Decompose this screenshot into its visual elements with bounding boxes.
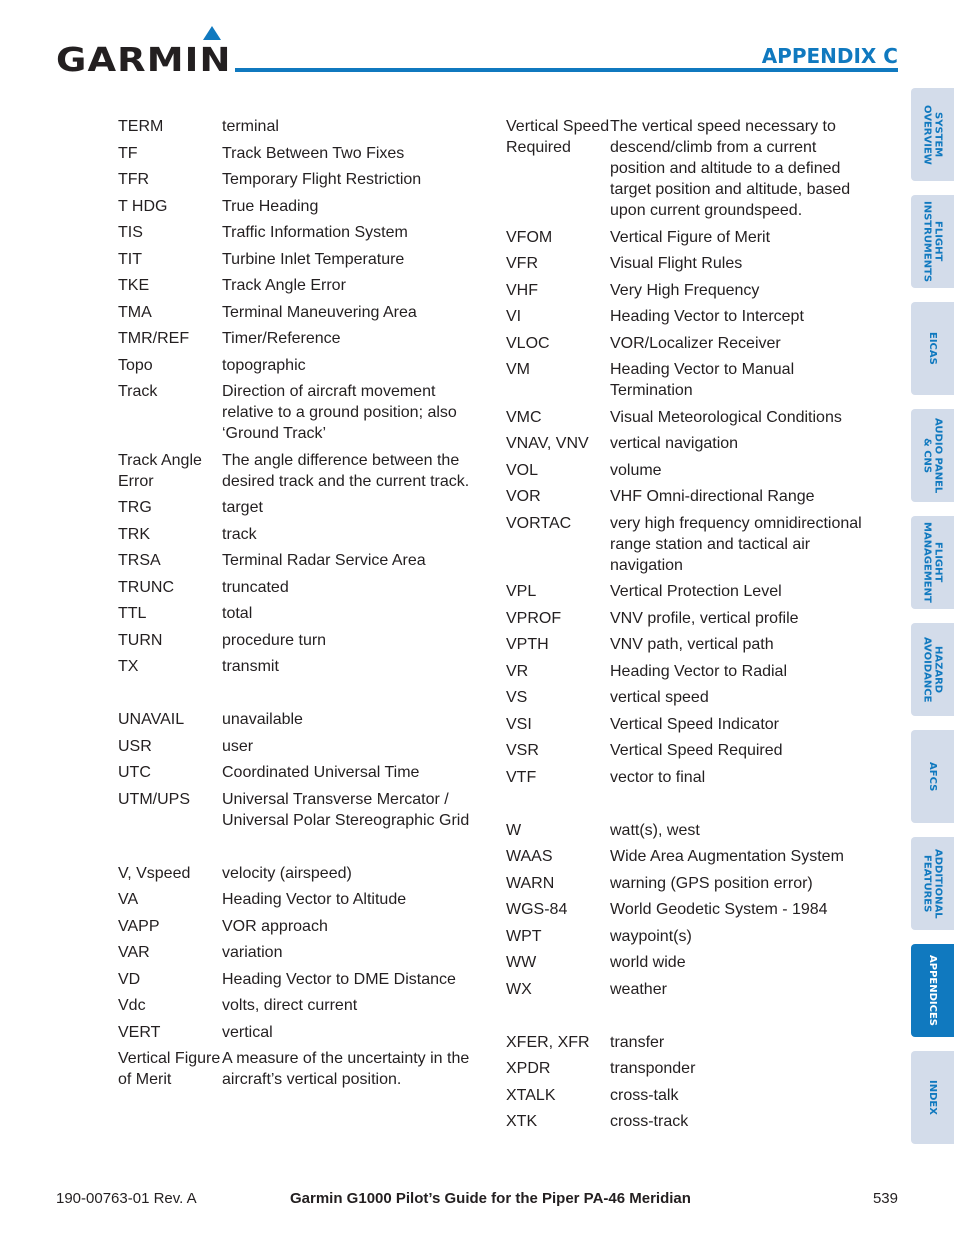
- glossary-entry: [118, 550, 478, 571]
- glossary-entry: [506, 306, 866, 327]
- glossary-abbreviation: TERM: [118, 118, 164, 135]
- section-gap: [118, 683, 478, 710]
- glossary-abbreviation: VS: [506, 689, 528, 706]
- glossary-definition: Visual Flight Rules: [610, 255, 743, 272]
- glossary-abbreviation: VPL: [506, 583, 537, 600]
- glossary-entry: [506, 333, 866, 354]
- glossary-definition: Track Angle Error: [222, 277, 346, 294]
- glossary-entry: [118, 497, 478, 518]
- glossary-entry: [118, 116, 478, 137]
- section-tab-label: FLIGHT INSTRUMENTS: [921, 200, 944, 283]
- glossary-definition: vertical navigation: [610, 435, 739, 452]
- glossary-abbreviation: VOR: [506, 488, 541, 505]
- glossary-definition: warning (GPS position error): [610, 874, 813, 892]
- glossary-abbreviation: VHF: [506, 281, 538, 299]
- glossary-abbreviation: VSI: [506, 715, 532, 733]
- section-tab-label: EICAS: [927, 332, 938, 365]
- header-rule: [235, 68, 898, 72]
- glossary-abbreviation: TRK: [118, 525, 150, 543]
- glossary-entry: [506, 687, 866, 708]
- glossary-abbreviation: VERT: [118, 1023, 161, 1041]
- glossary-definition: terminal: [222, 118, 279, 135]
- glossary-definition: VNV path, vertical path: [610, 636, 774, 653]
- glossary-entry: [118, 603, 478, 624]
- glossary-abbreviation: VMC: [506, 408, 542, 426]
- glossary-definition: Timer/Reference: [222, 330, 341, 347]
- glossary-entry: [118, 736, 478, 757]
- glossary-entry: [118, 1022, 478, 1043]
- glossary-entry: [506, 407, 866, 428]
- glossary-entry: [506, 767, 866, 788]
- glossary-abbreviation: VA: [118, 891, 139, 908]
- glossary-definition: waypoint(s): [610, 927, 692, 945]
- glossary-abbreviation: VPROF: [506, 609, 562, 627]
- section-tabs: [911, 0, 954, 1235]
- glossary-definition: Vertical Protection Level: [610, 583, 782, 600]
- glossary-definition: Vertical Speed Required: [610, 742, 783, 759]
- glossary-abbreviation: USR: [118, 737, 152, 755]
- section-tab[interactable]: [911, 302, 954, 395]
- glossary-abbreviation: Topo: [118, 356, 153, 374]
- glossary-definition: user: [222, 737, 254, 755]
- glossary-definition: topographic: [222, 356, 306, 374]
- glossary-definition: vertical: [222, 1023, 273, 1041]
- glossary-abbreviation: Track: [118, 383, 158, 400]
- glossary-entry: [118, 577, 478, 598]
- glossary-abbreviation: TURN: [118, 631, 163, 649]
- glossary-entry: [506, 460, 866, 481]
- glossary-entry: [506, 899, 866, 920]
- glossary-definition: vector to final: [610, 768, 706, 786]
- glossary-abbreviation: VFOM: [506, 228, 553, 246]
- glossary-entry: [118, 524, 478, 545]
- glossary-definition: Direction of aircraft movement relative to a ground position; also ‘Ground Track’: [222, 383, 457, 442]
- glossary-abbreviation: Vertical Figure of Merit: [118, 1050, 221, 1088]
- glossary-entry: [506, 926, 866, 947]
- glossary-abbreviation: TMA: [118, 303, 152, 321]
- glossary-definition: track: [222, 525, 257, 543]
- glossary-entry: [506, 486, 866, 507]
- glossary-entry: [118, 222, 478, 243]
- logo-triangle-icon: [203, 26, 221, 40]
- glossary-definition: True Heading: [222, 197, 319, 215]
- glossary-definition: World Geodetic System - 1984: [610, 901, 828, 918]
- glossary-abbreviation: VR: [506, 662, 529, 680]
- glossary-definition: VOR approach: [222, 917, 328, 935]
- glossary-definition: Visual Meteorological Conditions: [610, 408, 842, 426]
- glossary-entry: [506, 714, 866, 735]
- logo-text: GARMIN: [56, 40, 232, 79]
- section-tab-label: HAZARD AVOIDANCE: [921, 636, 944, 703]
- section-tab-label: AUDIO PANEL & CNS: [921, 417, 944, 494]
- glossary-abbreviation: TTL: [118, 605, 147, 622]
- glossary-entry: [506, 513, 866, 576]
- glossary-entry: [506, 581, 866, 602]
- glossary-entry: [506, 1032, 866, 1053]
- glossary-abbreviation: TX: [118, 658, 139, 675]
- glossary-definition: world wide: [610, 954, 686, 971]
- left-glossary-column: [118, 116, 478, 1096]
- glossary-entry: [506, 280, 866, 301]
- glossary-definition: total: [222, 605, 253, 622]
- glossary-abbreviation: Vertical Speed Required: [506, 118, 610, 156]
- glossary-entry: [118, 249, 478, 270]
- glossary-abbreviation: VM: [506, 361, 530, 378]
- glossary-abbreviation: V, Vspeed: [118, 864, 191, 882]
- section-tab[interactable]: [911, 730, 954, 823]
- glossary-definition: transponder: [610, 1060, 696, 1077]
- glossary-entry: [506, 253, 866, 274]
- section-gap: [118, 836, 478, 863]
- glossary-entry: [118, 942, 478, 963]
- section-tab-label: APPENDICES: [927, 955, 938, 1026]
- glossary-abbreviation: W: [506, 821, 522, 839]
- section-gap: [506, 793, 866, 820]
- section-tab[interactable]: [911, 409, 954, 502]
- glossary-definition: Wide Area Augmentation System: [610, 848, 844, 865]
- section-tab[interactable]: [911, 195, 954, 288]
- glossary-abbreviation: TIT: [118, 250, 142, 268]
- glossary-abbreviation: TMR/REF: [118, 330, 190, 347]
- glossary-entry: [506, 1111, 866, 1132]
- garmin-logo: [56, 26, 232, 79]
- glossary-abbreviation: WW: [506, 954, 537, 971]
- section-tab[interactable]: [911, 623, 954, 716]
- glossary-definition: Turbine Inlet Temperature: [222, 250, 405, 268]
- glossary-abbreviation: WARN: [506, 874, 555, 892]
- glossary-definition: The angle difference between the desired track and the current track.: [222, 451, 470, 490]
- glossary-entry: [506, 634, 866, 655]
- glossary-entry: [506, 1085, 866, 1106]
- section-tab-label: INDEX: [927, 1080, 938, 1115]
- glossary-entry: [506, 873, 866, 894]
- glossary-definition: variation: [222, 944, 283, 961]
- section-tab[interactable]: [911, 1051, 954, 1144]
- glossary-definition: cross-talk: [610, 1086, 679, 1104]
- glossary-definition: The vertical speed necessary to descend/climb from a current position and altitude to a defined target position and altitude, based upon current groundspeed.: [610, 118, 851, 219]
- glossary-definition: VOR/Localizer Receiver: [610, 334, 781, 352]
- glossary-abbreviation: Track Angle Error: [118, 451, 202, 490]
- glossary-definition: Heading Vector to Radial: [610, 662, 787, 680]
- glossary-entry: [118, 328, 478, 349]
- glossary-entry: [118, 630, 478, 651]
- glossary-abbreviation: WPT: [506, 927, 542, 945]
- glossary-definition: Heading Vector to Intercept: [610, 308, 804, 325]
- glossary-entry: [118, 1048, 478, 1090]
- glossary-abbreviation: XPDR: [506, 1060, 551, 1077]
- glossary-definition: transmit: [222, 658, 279, 675]
- glossary-definition: volume: [610, 461, 662, 479]
- glossary-abbreviation: TRUNC: [118, 578, 174, 596]
- glossary-definition: vertical speed: [610, 689, 709, 706]
- glossary-abbreviation: UTM/UPS: [118, 790, 190, 808]
- glossary-definition: truncated: [222, 578, 289, 596]
- section-tab-label: FLIGHT MANAGEMENT: [921, 522, 944, 603]
- glossary-abbreviation: VLOC: [506, 334, 550, 352]
- glossary-definition: weather: [610, 980, 667, 998]
- section-tab-label: SYSTEM OVERVIEW: [921, 104, 944, 165]
- glossary-entry: [118, 355, 478, 376]
- section-tab-label: AFCS: [927, 761, 938, 792]
- glossary-entry: [118, 863, 478, 884]
- glossary-definition: Traffic Information System: [222, 224, 408, 241]
- glossary-abbreviation: WX: [506, 980, 532, 998]
- glossary-entry: [118, 656, 478, 677]
- glossary-definition: Terminal Radar Service Area: [222, 552, 426, 569]
- glossary-definition: transfer: [610, 1033, 665, 1051]
- glossary-definition: velocity (airspeed): [222, 864, 352, 882]
- glossary-entry: [118, 381, 478, 444]
- glossary-abbreviation: UNAVAIL: [118, 711, 185, 728]
- glossary-definition: Terminal Maneuvering Area: [222, 303, 417, 321]
- glossary-definition: Universal Transverse Mercator / Universal Polar Stereographic Grid: [222, 790, 470, 829]
- glossary-entry: [506, 979, 866, 1000]
- glossary-definition: cross-track: [610, 1113, 689, 1130]
- glossary-entry: [506, 661, 866, 682]
- glossary-abbreviation: TIS: [118, 224, 143, 241]
- glossary-abbreviation: VI: [506, 308, 522, 325]
- doc-number: 190-00763-01 Rev. A: [56, 1190, 197, 1207]
- glossary-entry: [506, 433, 866, 454]
- glossary-definition: watt(s), west: [610, 821, 700, 839]
- glossary-entry: [506, 820, 866, 841]
- glossary-entry: [118, 789, 478, 831]
- glossary-definition: Coordinated Universal Time: [222, 764, 420, 781]
- glossary-entry: [118, 169, 478, 190]
- glossary-definition: A measure of the uncertainty in the aircraft’s vertical position.: [222, 1050, 470, 1088]
- glossary-definition: Vertical Speed Indicator: [610, 715, 779, 733]
- glossary-abbreviation: TRSA: [118, 552, 161, 569]
- glossary-entry: [118, 969, 478, 990]
- section-tab[interactable]: [911, 837, 954, 930]
- glossary-entry: [506, 116, 866, 221]
- section-tab[interactable]: [911, 88, 954, 181]
- glossary-definition: Vertical Figure of Merit: [610, 228, 771, 246]
- section-tab[interactable]: [911, 516, 954, 609]
- glossary-abbreviation: VSR: [506, 742, 539, 759]
- glossary-abbreviation: VPTH: [506, 636, 549, 653]
- glossary-definition: Heading Vector to DME Distance: [222, 970, 456, 988]
- glossary-definition: volts, direct current: [222, 997, 358, 1014]
- glossary-abbreviation: VAPP: [118, 917, 160, 935]
- glossary-abbreviation: VORTAC: [506, 514, 572, 532]
- glossary-entry: [118, 762, 478, 783]
- glossary-abbreviation: TRG: [118, 499, 152, 516]
- glossary-abbreviation: VNAV, VNV: [506, 435, 589, 452]
- glossary-abbreviation: TF: [118, 144, 138, 162]
- glossary-abbreviation: VTF: [506, 768, 537, 786]
- glossary-entry: [506, 846, 866, 867]
- glossary-entry: [506, 740, 866, 761]
- right-glossary-column: [506, 116, 866, 1138]
- glossary-abbreviation: UTC: [118, 764, 151, 781]
- glossary-definition: procedure turn: [222, 631, 327, 649]
- glossary-entry: [506, 952, 866, 973]
- glossary-abbreviation: VOL: [506, 461, 539, 479]
- glossary-abbreviation: XFER, XFR: [506, 1033, 590, 1051]
- section-tab-label: ADDITIONAL FEATURES: [921, 848, 944, 919]
- glossary-definition: Track Between Two Fixes: [222, 144, 405, 162]
- glossary-definition: VHF Omni-directional Range: [610, 488, 815, 505]
- glossary-entry: [118, 143, 478, 164]
- glossary-definition: unavailable: [222, 711, 303, 728]
- glossary-definition: Heading Vector to Altitude: [222, 891, 407, 908]
- glossary-abbreviation: TFR: [118, 171, 150, 188]
- glossary-definition: VNV profile, vertical profile: [610, 609, 799, 627]
- glossary-abbreviation: Vdc: [118, 997, 146, 1014]
- glossary-entry: [118, 275, 478, 296]
- guide-title: Garmin G1000 Pilot’s Guide for the Piper PA-46 Meridian: [290, 1190, 691, 1207]
- glossary-entry: [506, 608, 866, 629]
- page-title: APPENDIX C: [761, 44, 898, 68]
- glossary-definition: Temporary Flight Restriction: [222, 171, 422, 188]
- glossary-entry: [118, 196, 478, 217]
- glossary-abbreviation: WAAS: [506, 848, 553, 865]
- glossary-entry: [506, 359, 866, 401]
- glossary-entry: [118, 709, 478, 730]
- glossary-entry: [118, 450, 478, 492]
- glossary-entry: [118, 302, 478, 323]
- glossary-definition: Very High Frequency: [610, 281, 760, 299]
- glossary-definition: very high frequency omnidirectional range station and tactical air navigation: [610, 514, 862, 574]
- glossary-entry: [506, 227, 866, 248]
- glossary-entry: [506, 1058, 866, 1079]
- glossary-abbreviation: VFR: [506, 255, 538, 272]
- glossary-entry: [118, 916, 478, 937]
- glossary-abbreviation: WGS-84: [506, 901, 568, 918]
- glossary-abbreviation: VD: [118, 970, 141, 988]
- glossary-entry: [118, 889, 478, 910]
- section-tab[interactable]: [911, 944, 954, 1037]
- glossary-definition: Heading Vector to Manual Termination: [610, 361, 795, 399]
- page-number: 539: [872, 1190, 898, 1207]
- glossary-abbreviation: TKE: [118, 277, 150, 294]
- glossary-entry: [118, 995, 478, 1016]
- section-gap: [506, 1005, 866, 1032]
- glossary-abbreviation: T HDG: [118, 197, 168, 215]
- glossary-definition: target: [222, 499, 263, 516]
- glossary-abbreviation: XTALK: [506, 1086, 556, 1104]
- glossary-abbreviation: VAR: [118, 944, 150, 961]
- glossary-abbreviation: XTK: [506, 1113, 538, 1130]
